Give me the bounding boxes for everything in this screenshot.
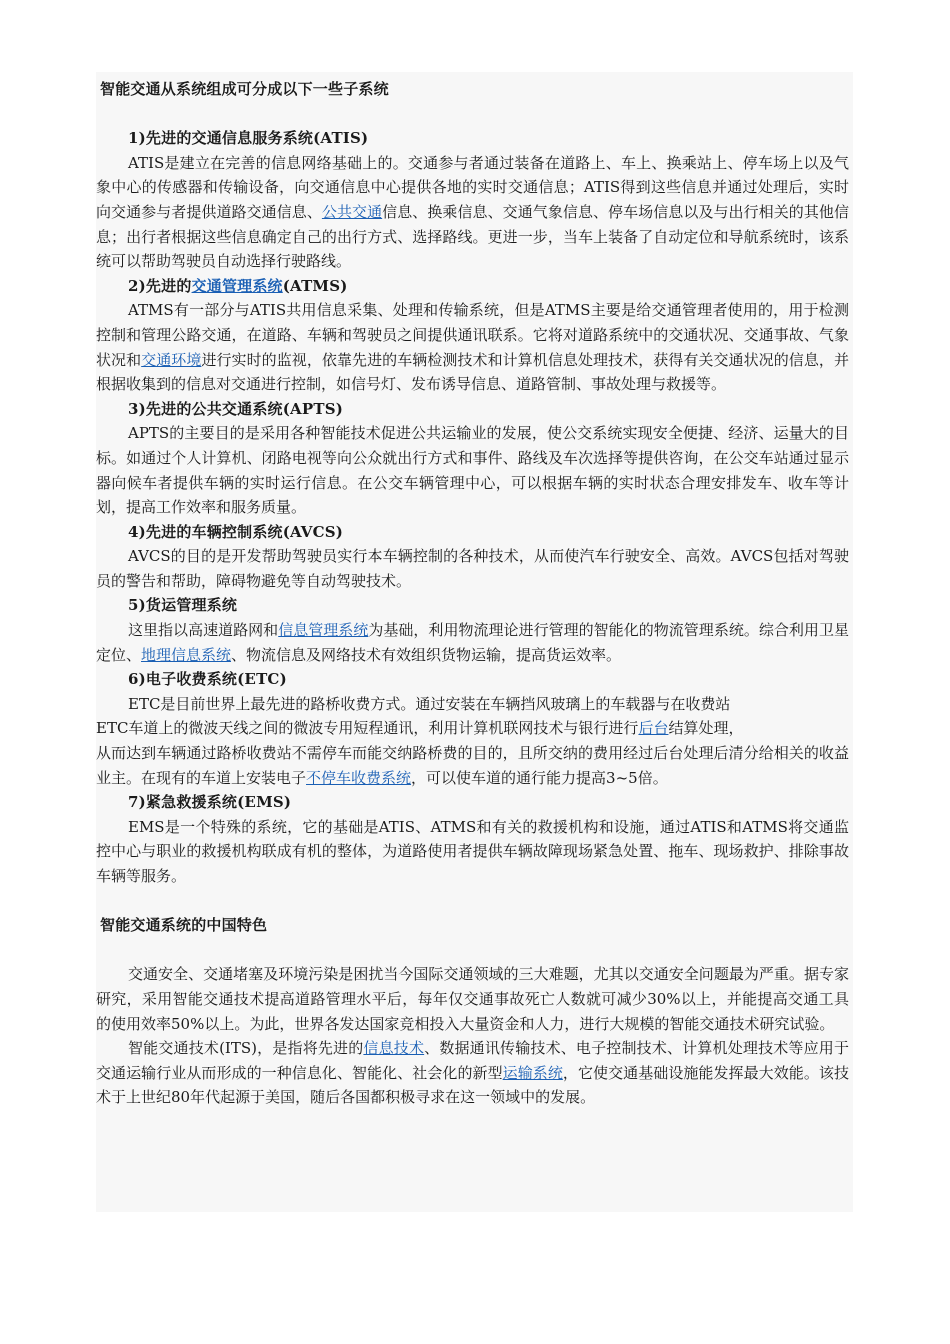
its-text-2: 、数据通讯传输技术、电子控制技术、计算机处理技术等应用于交通运输行业从而形成的一种信息化、智能化、社会化的新型 (96, 1039, 849, 1082)
avcs-paragraph: AVCS的目的是开发帮助驾驶员实行本车辆控制的各种技术，从而使汽车行驶安全、高效。AVCS包括对驾驶员的警告和帮助，障碍物避免等自动驾驶技术。 (96, 547, 849, 590)
link-information-technology[interactable]: 信息技术 (363, 1039, 425, 1058)
spacer (96, 102, 853, 127)
link-traffic-management-system[interactable]: 交通管理系统 (191, 276, 283, 295)
freight-paragraph (96, 618, 853, 667)
ems-paragraph: EMS是一个特殊的系统，它的基础是ATIS、ATMS和有关的救援机构和设施，通过ATIS和ATMS将交通监控中心与职业的救援机构联成有机的整体，为道路使用者提供车辆故障现场紧急处置、拖车、现场救护、排除事故车辆等服务。 (96, 817, 849, 885)
link-electronic-toll-collection[interactable]: 不停车收费系统 (306, 768, 412, 787)
china-paragraph-2 (96, 1036, 853, 1110)
apts-paragraph: APTS的主要目的是采用各种智能技术促进公共运输业的发展，使公交系统实现安全便捷、经济、运量大的目标。如通过个人计算机、闭路电视等向公众就出行方式和事件、路线及车次选择等提供咨询，在公交车站通过显示器向候车者提供车辆的实时运行信息。在公交车辆管理中心，可以根据车辆的实时状态合理安排发车、收车等计划，提高工作效率和服务质量。 (96, 424, 849, 517)
atis-text-1: ATIS是建立在完善的信息网络基础上的。交通参与者通过装备在道路上、车上、换乘站上、停车场上以及气象中心的传感器和传输设备，向交通信息中心提供各地的实时交通信息；ATIS得到这些信息并通过处理后，实时向交通参与者提供道路交通信息、 (96, 153, 849, 221)
etc-text-2b: 结算处理， (668, 719, 744, 738)
china-paragraph-1: 交通安全、交通堵塞及环境污染是困扰当今国际交通领域的三大难题，尤其以交通安全问题最为严重。据专家研究，采用智能交通技术提高道路管理水平后，每年仅交通事故死亡人数就可减少30%以上，并能提高交通工具的使用效率50%以上。为此，世界各发达国家竞相投入大量资金和人力，进行大规模的智能交通技术研究试验。 (96, 965, 849, 1033)
atms-title-pre: 2)先进的 (128, 276, 192, 295)
freight-title: 5)货运管理系统 (128, 596, 238, 615)
atms-title (96, 274, 853, 299)
etc-title: 6)电子收费系统(ETC) (128, 670, 287, 689)
section-heading-china: 智能交通系统的中国特色 (100, 916, 268, 935)
freight-text-3: 、物流信息及网络技术有效组织货物运输，提高货运效率。 (231, 645, 622, 664)
link-transport-system[interactable]: 运输系统 (502, 1063, 563, 1082)
avcs-title: 4)先进的车辆控制系统(AVCS) (128, 522, 344, 541)
atms-paragraph (96, 298, 853, 396)
apts-title: 3)先进的公共交通系统(APTS) (128, 399, 344, 418)
atms-title-post: (ATMS) (282, 276, 348, 295)
atms-text-1: ATMS有一部分与ATIS共用信息采集、处理和传输系统，但是ATMS主要是给交通管理者使用的，用于检测控制和管理公路交通，在道路、车辆和驾驶员之间提供通讯联系。它将对道路系统中的交通状况、交通事故、气象状况和 (96, 301, 849, 369)
document-body (96, 72, 853, 1212)
spacer (96, 889, 853, 914)
section-heading-subsystems: 智能交通从系统组成可分成以下一些子系统 (100, 80, 389, 98)
etc-text-2a: ETC车道上的微波天线之间的微波专用短程通讯，利用计算机联网技术与银行进行 (96, 719, 639, 738)
its-text-3: ，它使交通基础设施能发挥最大效能。该技术于上世纪80年代起源于美国，随后各国都积极寻求在这一领域中的发展。 (96, 1063, 849, 1107)
etc-paragraph-rest (96, 741, 853, 790)
freight-text-2: 为基础，利用物流理论进行管理的智能化的物流管理系统。综合利用卫星定位、 (96, 621, 849, 664)
atis-text-2: 信息、换乘信息、交通气象信息、停车场信息以及与出行相关的其他信息；出行者根据这些信息确定自己的出行方式、选择路线。更进一步，当车上装备了自动定位和导航系统时，该系统可以帮助驾驶员自动选择行驶路线。 (96, 202, 849, 271)
etc-line-1: ETC是目前世界上最先进的路桥收费方式。通过安装在车辆挡风玻璃上的车载器与在收费站 (128, 694, 731, 713)
etc-text-3: 从而达到车辆通过路桥收费站不需停车而能交纳路桥费的目的，且所交纳的费用经过后台处理后清分给相关的收益业主。在现有的车道上安装电子 (96, 744, 849, 787)
its-text-1: 智能交通技术(ITS)，是指将先进的 (128, 1039, 364, 1058)
etc-text-3b: ，可以使车道的通行能力提高3~5倍。 (411, 768, 668, 787)
spacer (96, 938, 853, 963)
link-information-management-system[interactable]: 信息管理系统 (278, 621, 369, 640)
link-backend[interactable]: 后台 (638, 719, 669, 738)
link-traffic-environment[interactable]: 交通环境 (141, 350, 202, 369)
atms-text-2: 进行实时的监视，依靠先进的车辆检测技术和计算机信息处理技术，获得有关交通状况的信息，并根据收集到的信息对交通进行控制，如信号灯、发布诱导信息、道路管制、事故处理与救援等。 (96, 350, 849, 394)
ems-title: 7)紧急救援系统(EMS) (128, 793, 292, 812)
atis-title: 1)先进的交通信息服务系统(ATIS) (128, 129, 369, 148)
link-geographic-information-system[interactable]: 地理信息系统 (141, 645, 232, 664)
freight-text-1: 这里指以高速道路网和 (128, 621, 279, 640)
link-public-transport[interactable]: 公共交通 (321, 202, 383, 221)
etc-line-2 (96, 716, 853, 741)
atis-paragraph (96, 151, 853, 274)
